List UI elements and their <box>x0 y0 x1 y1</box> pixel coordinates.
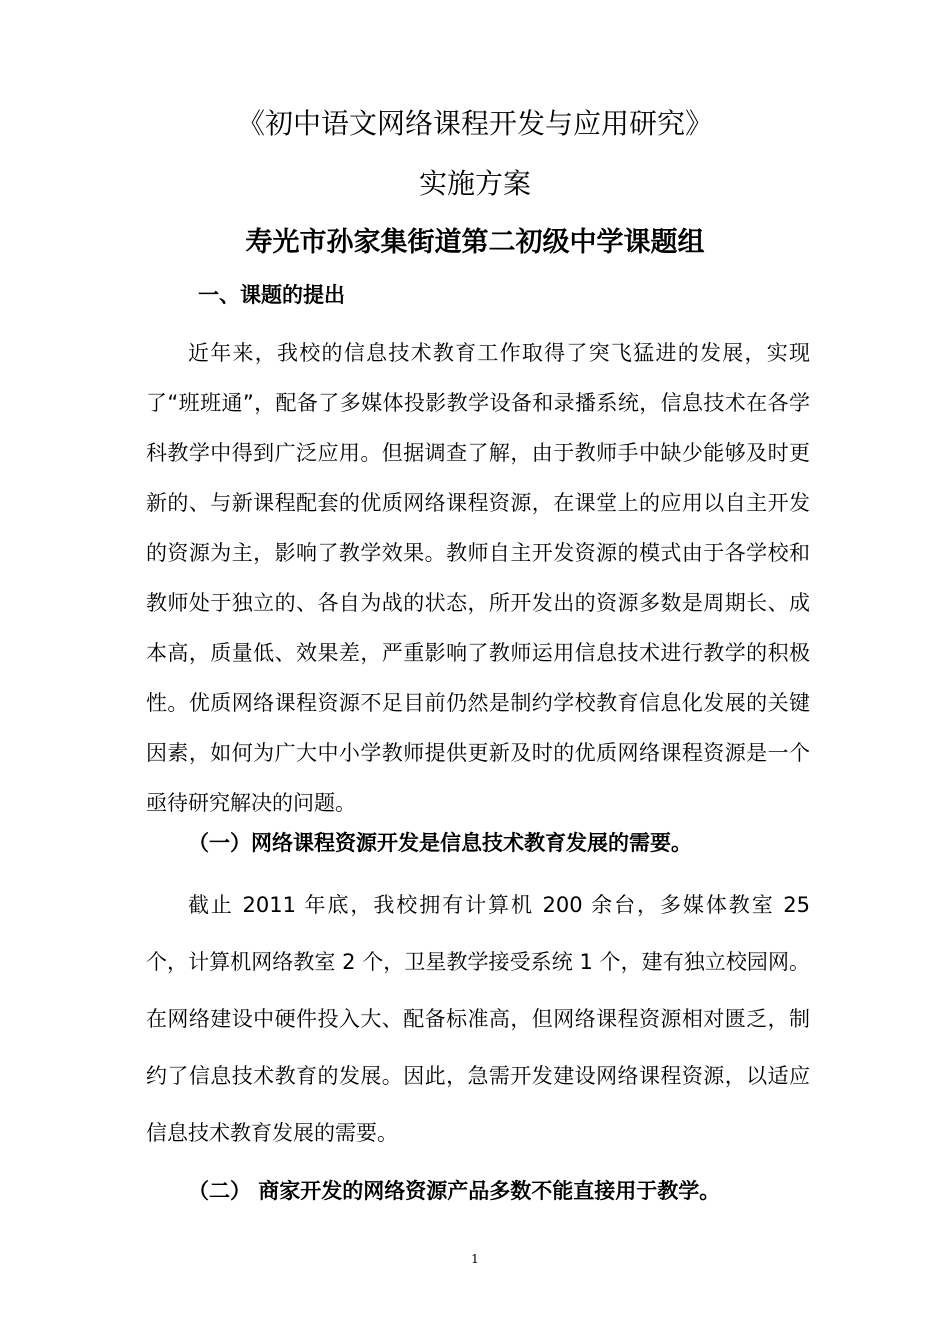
subsection-heading: （二） 商家开发的网络资源产品多数不能直接用于教学。 <box>188 1179 721 1203</box>
subsection-heading: （一）网络课程资源开发是信息技术教育发展的需要。 <box>188 831 692 855</box>
page-number: 1 <box>471 1252 479 1266</box>
body-paragraph: 近年来，我校的信息技术教育工作取得了突飞猛进的发展，实现了“班班通”，配备了多媒体投影教学设备和录播系统，信息技术在各学科教学中得到广泛应用。但据调查了解，由于教师手中缺少能够及时更新的、与新课程配套的优质网络课程资源，在课堂上的应用以自主开发的资源为主，影响了教学效果。教师自主开发资源的模式由于各学校和教师处于独立的、各自为战的状态，所开发出的资源多数是周期长、成本高，质量低、效果差，严重影响了教师运用信息技术进行教学的积极性。优质网络课程资源不足目前仍然是制约学校教育信息化发展的关键因素，如何为广大中小学教师提供更新及时的优质网络课程资源是一个亟待研究解决的问题。 <box>146 341 810 815</box>
document-title: 《初中语文网络课程开发与应用研究》 <box>236 107 713 140</box>
organization-name: 寿光市孙家集街道第二初级中学课题组 <box>245 227 705 258</box>
body-paragraph: 截止 2011 年底，我校拥有计算机 200 余台，多媒体教室 25 个，计算机网络教室 2 个，卫星教学接受系统 1 个，建有独立校园网。在网络建设中硬件投入大、配备标准高，但网络课程资源相对匮乏，制约了信息技术教育的发展。因此，急需开发建设网络课程资源，以适应信息技术教育发展的需要。 <box>146 893 810 1145</box>
document-subtitle: 实施方案 <box>418 167 531 200</box>
section-heading: 一、课题的提出 <box>198 283 345 307</box>
